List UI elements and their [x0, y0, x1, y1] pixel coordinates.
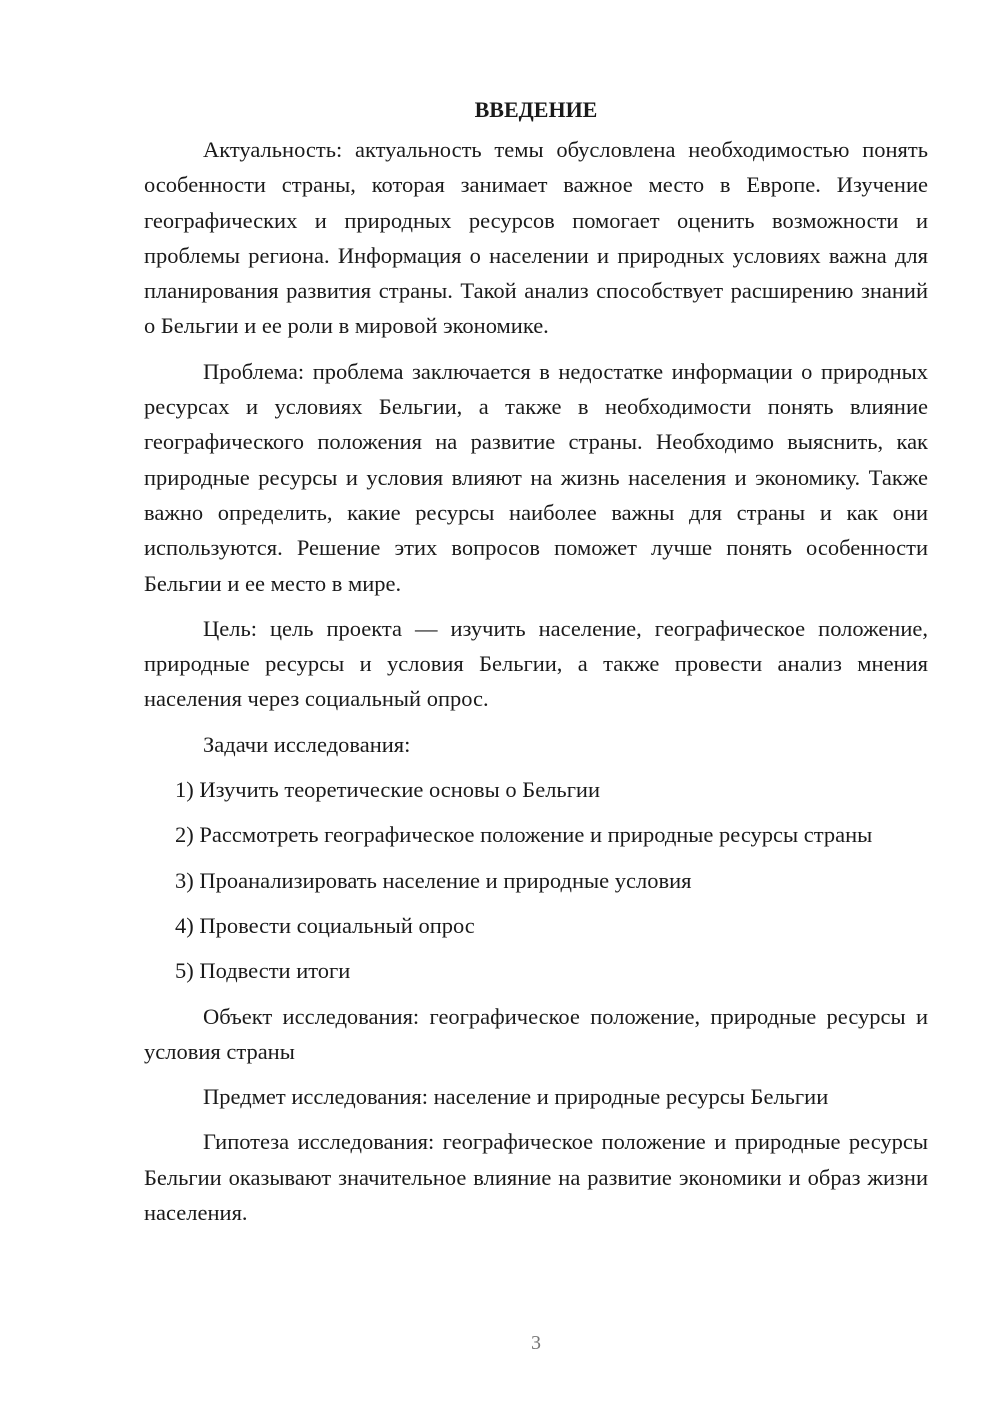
problem-paragraph: Проблема: проблема заключается в недостатке информации о природных ресурсах и условиях Бельгии, а также в необходимости понять влияние географического положения на развитие страны. Необходимо выяснить, как природные ресурсы и условия влияют на жизнь населения и экономику. Также важно определить, какие ресурсы наиболее важны для страны и как они используются. Решение этих вопросов поможет лучше понять особенности Бельгии и ее место в мире.: [144, 358, 928, 596]
task-item-5: 5) Подвести итоги: [175, 958, 351, 984]
task-item-1: 1) Изучить теоретические основы о Бельгии: [175, 777, 601, 803]
object-paragraph: Объект исследования: географическое положение, природные ресурсы и условия страны: [144, 1003, 928, 1064]
hypothesis-paragraph: Гипотеза исследования: географическое положение и природные ресурсы Бельгии оказывают значительное влияние на развитие экономики и образ жизни населения.: [144, 1129, 928, 1226]
page-number: 3: [531, 1332, 541, 1354]
relevance-paragraph: Актуальность: актуальность темы обусловлена необходимостью понять особенности страны, которая занимает важное место в Европе. Изучение географических и природных ресурсов помогает оценить возможности и проблемы региона. Информация о населении и природных условиях важна для планирования развития страны. Такой анализ способствует расширению знаний о Бельгии и ее роли в мировой экономике.: [144, 137, 928, 339]
subject-paragraph: Предмет исследования: население и природные ресурсы Бельгии: [203, 1084, 829, 1110]
page-title: ВВЕДЕНИЕ: [474, 97, 598, 122]
task-item-2: 2) Рассмотреть географическое положение и природные ресурсы страны: [175, 822, 873, 848]
goal-paragraph: Цель: цель проекта — изучить население, географическое положение, природные ресурсы и условия Бельгии, а также провести анализ мнения населения через социальный опрос.: [144, 615, 928, 712]
document-page: [144, 92, 928, 1240]
task-item-3: 3) Проанализировать население и природные условия: [175, 867, 692, 893]
task-item-4: 4) Провести социальный опрос: [175, 912, 475, 938]
tasks-heading: Задачи исследования:: [203, 731, 411, 757]
